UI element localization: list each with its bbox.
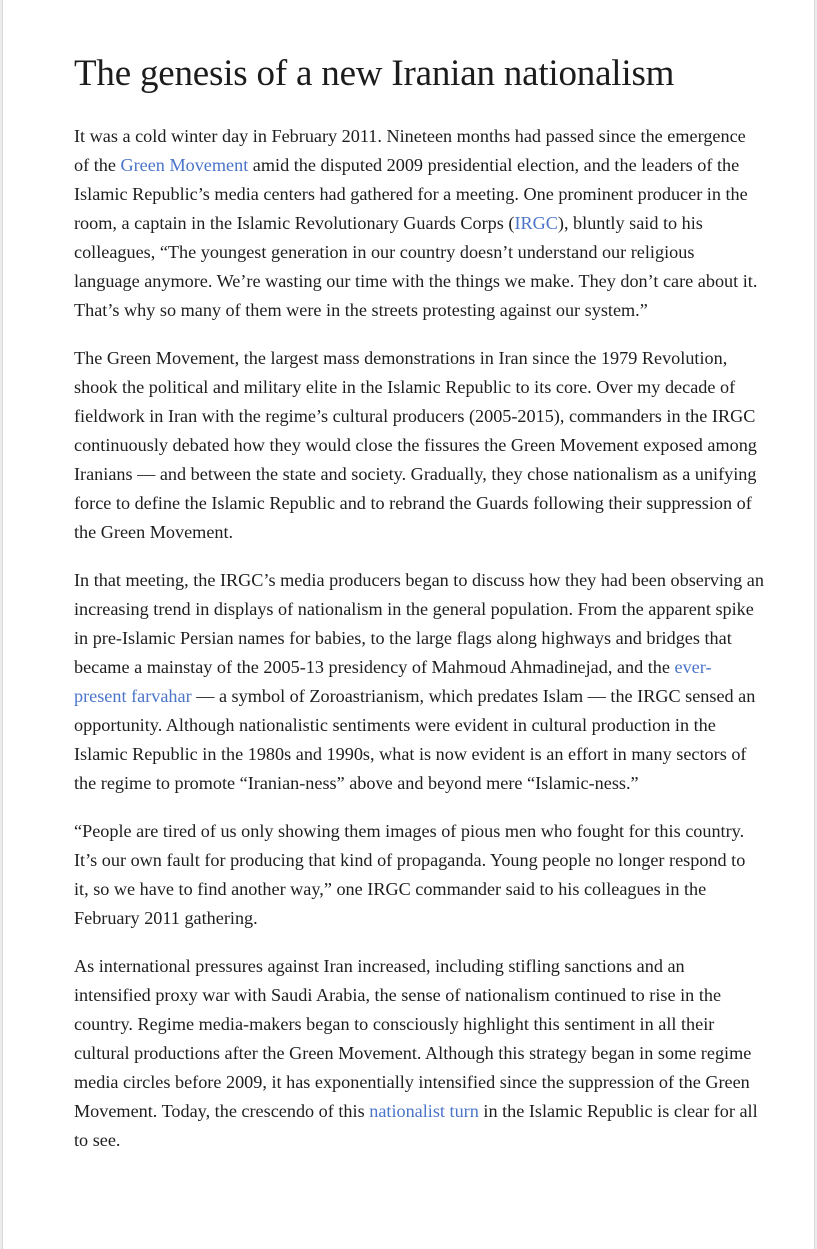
paragraph-2: The Green Movement, the largest mass demonstrations in Iran since the 1979 Revolution, shook the political and military elite in the Islamic Republic to its core. Over my decade of fieldwork in Iran with the regime’s cultural producers (2005-2015), commanders in the IRGC continuously debated how they would close the fissures the Green Movement exposed among Iranians — and between the state and society. Gradually, they chose nationalism as a unifying force to define the Islamic Republic and to rebrand the Guards following their suppression of the Green Movement. [74, 348, 757, 542]
p1-text-3: ), bluntly said to his colleagues, “The youngest generation in our country doesn’t understand our religious language anymore. We’re wasting our time with the things we make. They don’t care about it. That’s why so many of them were in the streets protesting against our system.” [74, 213, 758, 320]
irgc-link[interactable]: IRGC [514, 213, 558, 233]
p5-text-1: As international pressures against Iran increased, including stifling sanctions and an intensified proxy war with Saudi Arabia, the sense of nationalism continued to rise in the country. Regime media-makers began to consciously highlight this sentiment in all their cultural productions after the Green Movement. Although this strategy began in some regime media circles before 2009, it has exponentially intensified since the suppression of the Green Movement. Today, the crescendo of this [74, 956, 752, 1121]
p3-text-2: — a symbol of Zoroastrianism, which predates Islam — the IRGC sensed an opportunity. Although nationalistic sentiments were evident in cultural production in the Islamic Republic in the 1980s and 1990s, what is now evident is an effort in many sectors of the regime to promote “Iranian-ness” above and beyond mere “Islamic-ness.” [74, 686, 756, 793]
p1-text-1: It was a cold winter day in February 2011. Nineteen months had passed since the emergence of the [74, 126, 746, 175]
p3-text-1: In that meeting, the IRGC’s media producers began to discuss how they had been observing an increasing trend in displays of nationalism in the general population. From the apparent spike in pre-Islamic Persian names for babies, to the large flags along highways and bridges that became a mainstay of the 2005-13 presidency of Mahmoud Ahmadinejad, and the [74, 570, 764, 677]
nationalist-turn-link[interactable]: nationalist turn [369, 1101, 479, 1121]
article [74, 50, 764, 1174]
article-title: The genesis of a new Iranian nationalism [74, 53, 675, 94]
page [2, 0, 815, 1249]
farvahar-link[interactable]: ever-present farvahar [74, 657, 712, 706]
paragraph-1 [74, 122, 764, 325]
paragraph-3 [74, 566, 764, 798]
p1-text-2: amid the disputed 2009 presidential election, and the leaders of the Islamic Republic’s media centers had gathered for a meeting. One prominent producer in the room, a captain in the Islamic Revolutionary Guards Corps ( [74, 155, 748, 233]
paragraph-5 [74, 952, 764, 1155]
paragraph-4: “People are tired of us only showing them images of pious men who fought for this country. It’s our own fault for producing that kind of propaganda. Young people no longer respond to it, so we have to find another way,” one IRGC commander said to his colleagues in the February 2011 gathering. [74, 821, 746, 928]
green-movement-link[interactable]: Green Movement [120, 155, 249, 175]
p5-text-2: in the Islamic Republic is clear for all to see. [74, 1101, 758, 1150]
